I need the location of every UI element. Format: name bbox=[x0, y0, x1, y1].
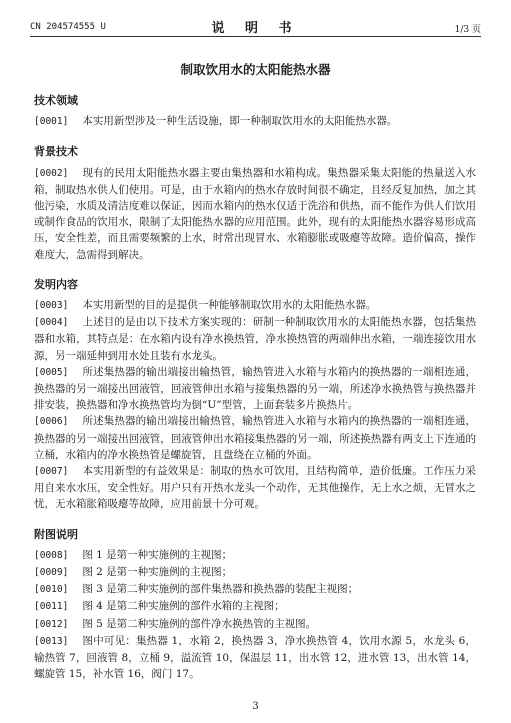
paragraph bbox=[34, 581, 476, 598]
paragraph-number: [0008] bbox=[34, 549, 69, 561]
paragraph bbox=[34, 297, 476, 314]
document-type: 说 明 书 bbox=[211, 21, 300, 36]
paragraph bbox=[34, 616, 476, 633]
paragraph-number: [0006] bbox=[34, 416, 69, 428]
paragraph-text: 本实用新型涉及一种生活设施，即一种制取饮用水的太阳能热水器。 bbox=[82, 115, 398, 128]
paragraph-text: 图 1 是第一种实施例的主视图； bbox=[82, 548, 233, 561]
section-heading: 附图说明 bbox=[34, 527, 78, 541]
paragraph-text: 图中可见：集热器 1，水箱 2，换热器 3，净水换热管 4，饮用水源 5，水龙头 6，输热管 7，回液管 8，立桶 9，溢流管 10，保温层 11，出水管 12，进水管 13，出水管 14，螺旋管 15，补水管 16，阀门 17。 bbox=[34, 634, 476, 681]
paragraph-text: 现有的民用太阳能热水器主要由集热器和水箱构成。集热器采集太阳能的热量送入水箱，制取热水供人们使用。可是，由于水箱内的热水存放时间很不确定，且经反复加热，加之其他污染，水质及清洁度难以保证，因而水箱内的热水仅适于洗浴和供热，而不能作为供人们饮用或制作食品的饮用水，限制了太阳能热水器的应用范围。此外，现有的太阳能热水器容易形成高压，安全性差，而且需要频繁的上水，时常出现冒水、水箱膨胀或吸瘪等故障。造价偏高，操作难度大，急需得到解决。 bbox=[34, 166, 476, 261]
paragraph bbox=[34, 314, 476, 364]
paragraph-text: 图 4 是第二种实施例的部件水箱的主视图； bbox=[82, 600, 285, 613]
paragraph-text: 本实用新型的有益效果是：制取的热水可饮用，且结构简单，造价低廉。工作压力采用自来水水压，安全性好。用户只有开热水龙头一个动作，无其他操作，无上水之烦，无冒水之忧，无水箱胀箱吸瘪等故障，应用前景十分可观。 bbox=[34, 465, 476, 511]
paragraph bbox=[34, 633, 476, 683]
paragraph-number: [0001] bbox=[34, 116, 69, 128]
paragraph-number: [0007] bbox=[34, 466, 69, 478]
document-title: 制取饮用水的太阳能热水器 bbox=[180, 62, 331, 77]
paragraph-number: [0005] bbox=[34, 366, 69, 378]
publication-number: CN 204574555 U bbox=[30, 22, 106, 32]
paragraph bbox=[34, 547, 476, 564]
paragraph-text: 所述集热器的输出端接出输热管，输热管进入水箱与水箱内的换热器的一端相连通，换热器的另一端接出回液管，回液管伸出水箱与接集热器的另一端，所述净水换热管与换热器并排安装，换热器和净水换热管均为倒“U”型管，上面套装多片换热片。 bbox=[34, 365, 476, 412]
paragraph bbox=[34, 113, 476, 130]
paragraph-number: [0002] bbox=[34, 167, 69, 179]
paragraph bbox=[34, 598, 476, 615]
paragraph-number: [0004] bbox=[34, 317, 69, 329]
paragraph bbox=[34, 165, 476, 263]
paragraph-number: [0010] bbox=[34, 584, 69, 596]
paragraph-number: [0009] bbox=[34, 567, 69, 579]
paragraph-number: [0003] bbox=[34, 300, 69, 312]
paragraph-number: [0013] bbox=[34, 635, 69, 647]
paragraph-text: 本实用新型的目的是提供一种能够制取饮用水的太阳能热水器。 bbox=[82, 299, 377, 312]
paragraph-text: 图 5 是第二种实施例的部件净水换热管的主视图。 bbox=[82, 617, 317, 630]
paragraph bbox=[34, 413, 476, 463]
paragraph-text: 所述集热器的输出端接出输热管，输热管进入水箱与水箱内的换热器的一端相连通，换热器的另一端接出回液管，回液管伸出水箱接集热器的另一端，所述换热器有两支上下连通的立桶，水箱内的净水换热管是螺旋管，且盘绕在立桶的外面。 bbox=[34, 415, 476, 461]
section-heading: 发明内容 bbox=[34, 277, 78, 291]
paragraph-text: 图 2 是第一种实施例的主视图； bbox=[82, 566, 233, 579]
paragraph-text: 上述目的是由以下技术方案实现的：研制一种制取饮用水的太阳能热水器，包括集热器和水箱，其特点是：在水箱内设有净水换热管，净水换热管的两端伸出水箱，一端连接饮用水源，另一端延伸到用水处且装有水龙头。 bbox=[34, 316, 476, 362]
paragraph-text: 图 3 是第二种实施例的部件集热器和换热器的装配主视图； bbox=[82, 583, 359, 596]
page-number: 3 bbox=[252, 701, 259, 712]
page-header bbox=[30, 14, 481, 37]
paragraph bbox=[34, 463, 476, 513]
paragraph-number: [0011] bbox=[34, 601, 69, 613]
section-heading: 背景技术 bbox=[34, 145, 78, 159]
document-body bbox=[34, 93, 476, 683]
section-heading: 技术领域 bbox=[34, 94, 78, 107]
paragraph-number: [0012] bbox=[34, 618, 69, 630]
paragraph bbox=[34, 364, 476, 414]
paragraph bbox=[34, 564, 476, 581]
page-indicator: 1/3 页 bbox=[454, 25, 481, 35]
